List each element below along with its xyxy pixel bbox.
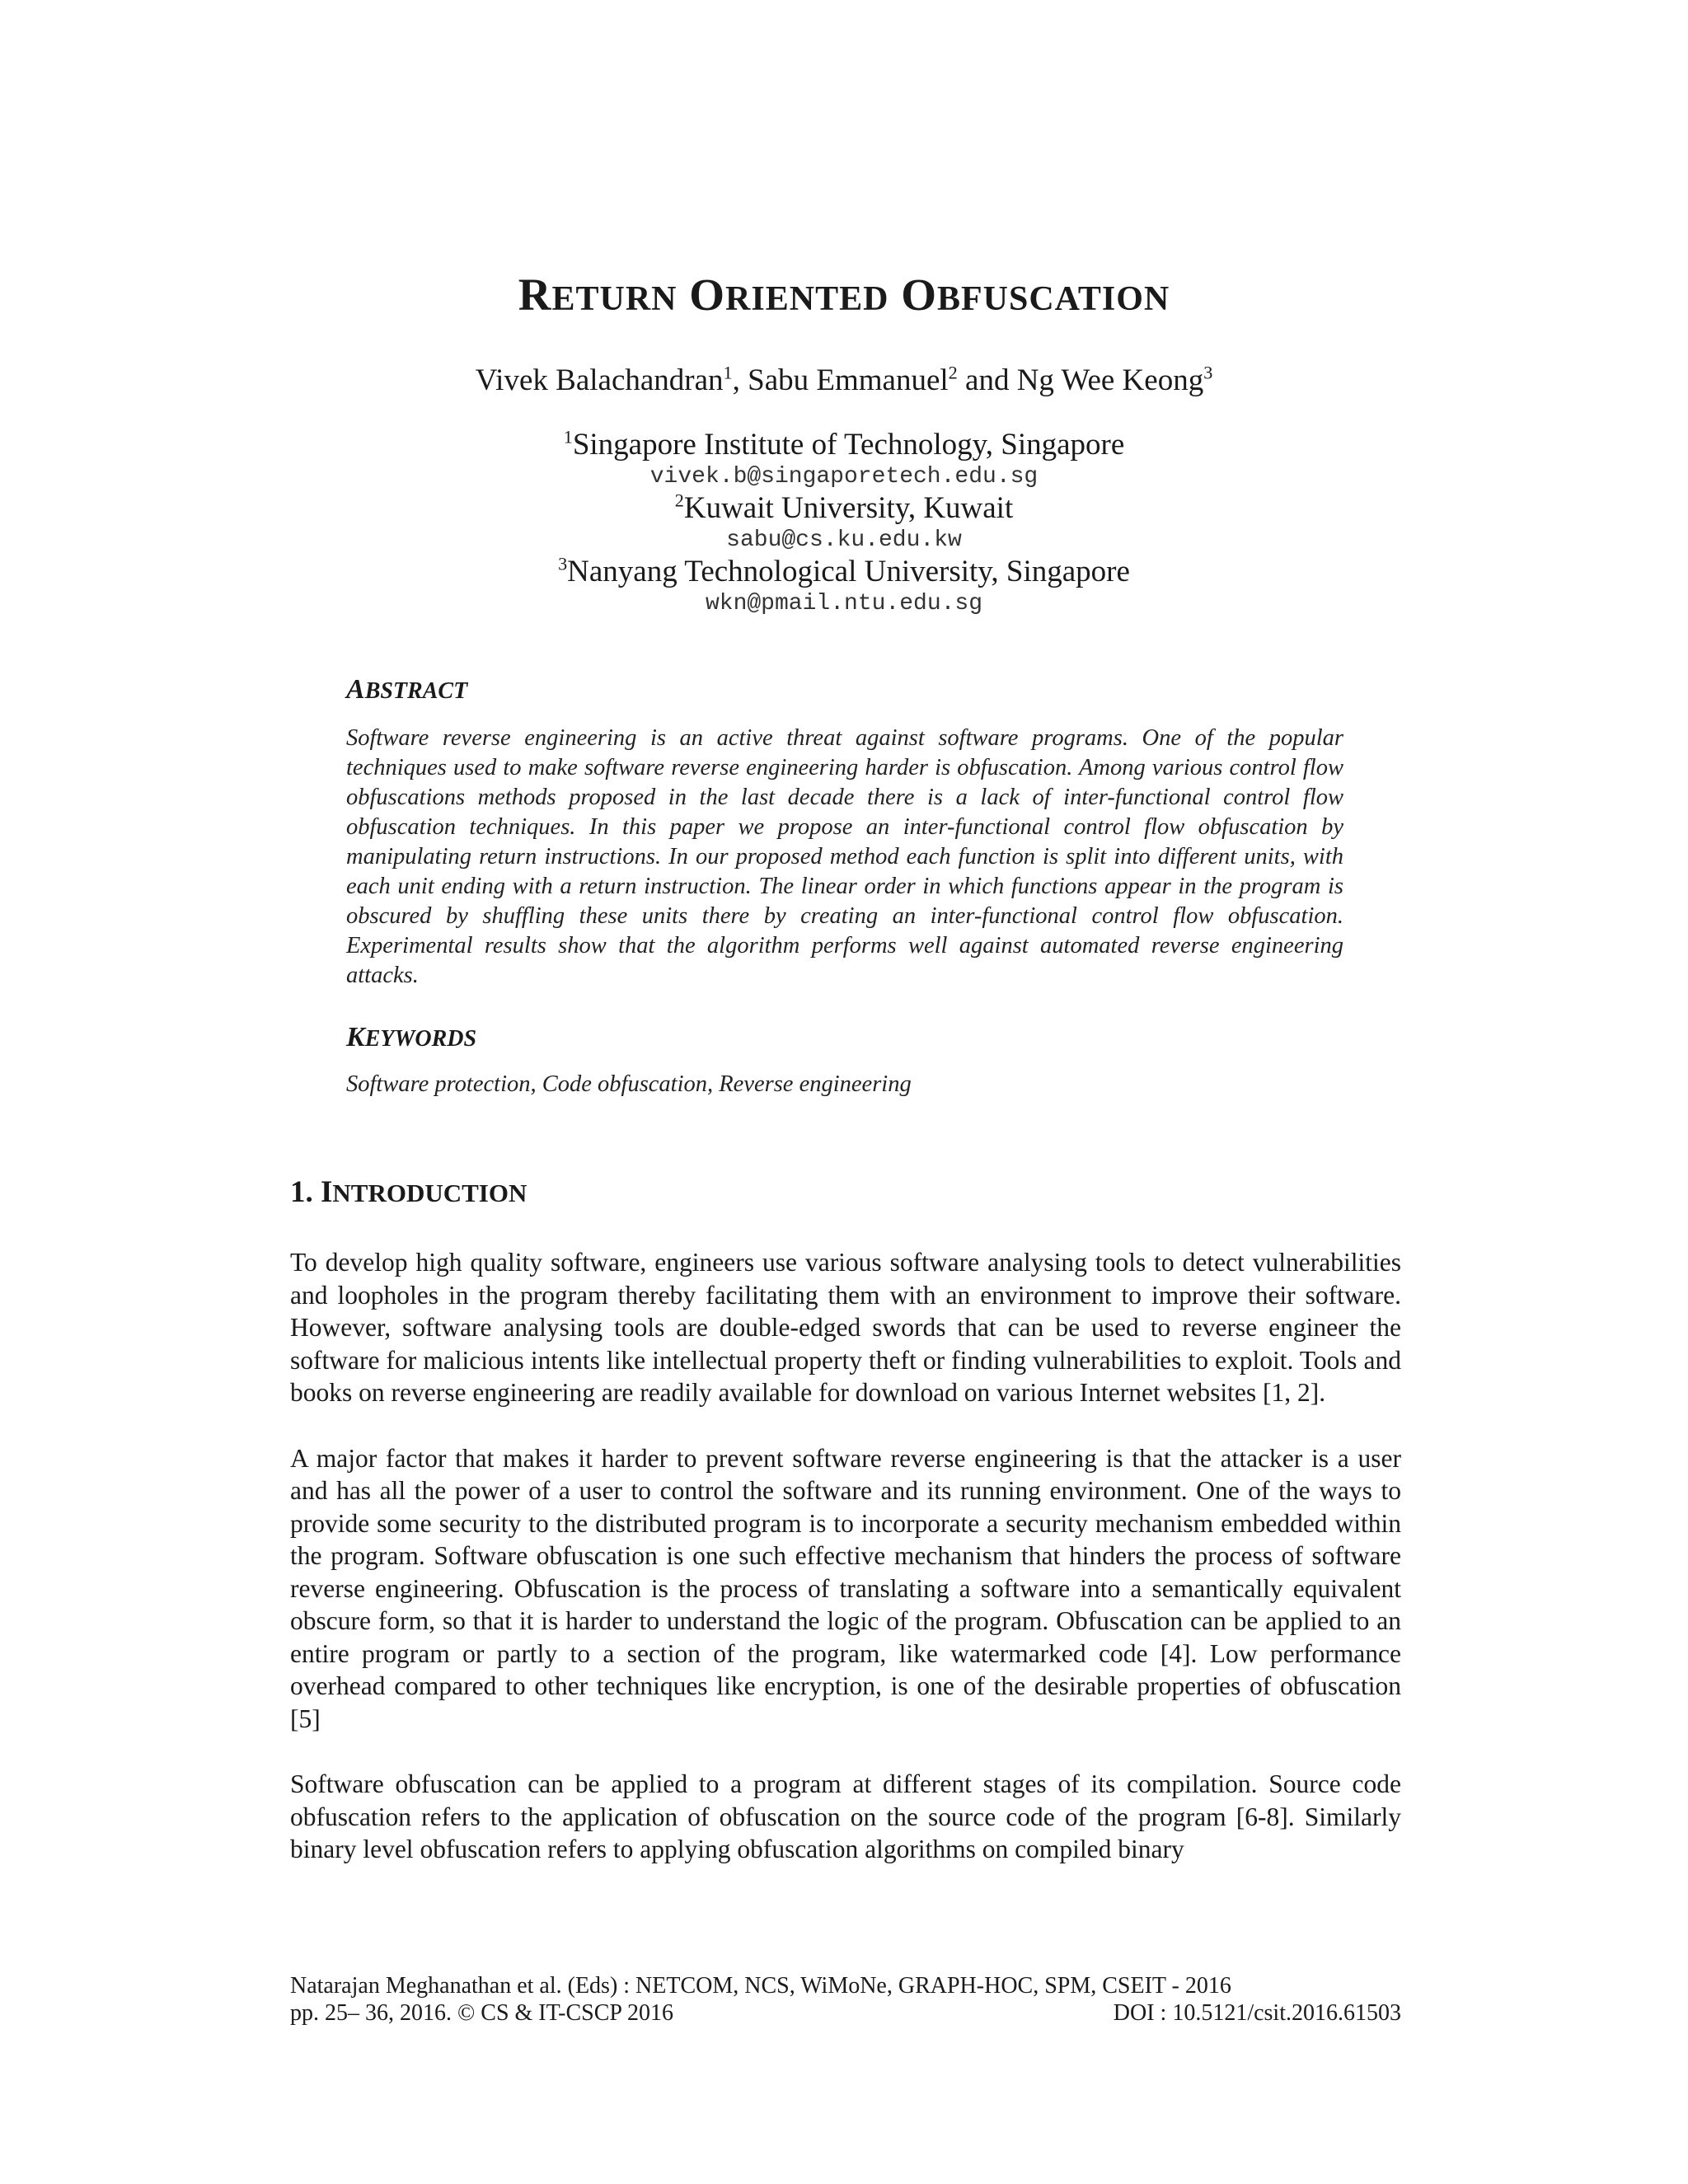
abstract-heading-rest: BSTRACT: [364, 678, 468, 704]
abstract-text: Software reverse engineering is an active threat against software programs. One of the popular techniques used to make software reverse engineering harder is obfuscation. Among various control flow obfuscations methods proposed in the last decade there is a lack of inter-functional control flow obfuscation techniques. In this paper we propose an inter-functional control flow obfuscation by manipulating return instructions. In our proposed method each function is split into different units, with each unit ending with a return instruction. The linear order in which functions appear in the program is obscured by shuffling these units there by creating an inter-functional control flow obfuscation. Experimental results show that the algorithm performs well against automated reverse engineering attacks.: [346, 725, 1343, 988]
author-separator: ,: [732, 363, 748, 397]
body-paragraph: To develop high quality software, engineers use various software analysing tools to detect vulnerabilities and loopholes in the program thereby facilitating them with an environment to improve their software. However, software analysing tools are double-edged swords that can be used to reverse engineer the software for malicious intents like intellectual property theft or finding vulnerabilities to exploit. Tools and books on reverse engineering are readily available for download on various Internet websites [1, 2].: [290, 1248, 1401, 1407]
affiliation-text: Nanyang Technological University, Singapore: [567, 555, 1130, 588]
title-word-3-rest: BFUSCATION: [936, 280, 1170, 318]
affiliation-block: [0, 426, 1688, 619]
keywords-section: [346, 1022, 1343, 1099]
title-word-3-cap: O: [901, 269, 937, 320]
affiliation-name: [0, 555, 1688, 588]
title-word-1-cap: R: [518, 269, 552, 320]
footer-pages-copyright: pp. 25– 36, 2016. © CS & IT-CSCP 2016: [290, 2000, 673, 2026]
introduction-heading: [290, 1174, 1401, 1210]
affiliation-text: Kuwait University, Kuwait: [683, 491, 1014, 525]
keywords-text: Software protection, Code obfuscation, Reverse engineering: [346, 1071, 912, 1097]
title-word-2-rest: RIENTED: [725, 280, 889, 318]
affiliation-name: [0, 492, 1688, 525]
introduction-heading-cap: I: [321, 1175, 333, 1209]
abstract-heading: [346, 674, 1343, 705]
author-email[interactable]: wkn@pmail.ntu.edu.sg: [705, 591, 983, 616]
author-name: Sabu Emmanuel: [748, 363, 949, 397]
author-separator: and: [957, 363, 1017, 397]
introduction-heading-rest: NTRODUCTION: [332, 1179, 528, 1207]
author-email[interactable]: sabu@cs.ku.edu.kw: [726, 527, 962, 553]
affiliation-mark: 1: [563, 426, 573, 448]
footer-row: [290, 1999, 1401, 2027]
abstract-section: [346, 674, 1343, 991]
body-paragraph: A major factor that makes it harder to prevent software reverse engineering is that the attacker is a user and has all the power of a user to control the software and its running environment. One of the ways to provide some security to the distributed program is to incorporate a security mechanism embedded within the program. Software obfuscation is one such effective mechanism that hinders the process of software reverse engineering. Obfuscation is the process of translating a software into a semantically equivalent obscure form, so that it is harder to understand the logic of the program. Obfuscation can be applied to an entire program or partly to a section of the program, like watermarked code [4]. Low performance overhead compared to other techniques like encryption, is one of the desirable properties of obfuscation [5]: [290, 1443, 1401, 1733]
affiliation-text: Singapore Institute of Technology, Singapore: [572, 428, 1125, 462]
footer-proceedings: Natarajan Meghanathan et al. (Eds) : NETCOM, NCS, WiMoNe, GRAPH-HOC, SPM, CSEIT - 2016: [290, 1973, 1231, 1999]
abstract-heading-cap: A: [346, 674, 365, 705]
keywords-heading: [346, 1022, 1343, 1053]
introduction-section: [290, 1174, 1401, 1866]
keywords-heading-rest: EYWORDS: [364, 1026, 477, 1052]
footer-doi[interactable]: DOI : 10.5121/csit.2016.61503: [1113, 2000, 1401, 2026]
section-number: 1.: [290, 1175, 321, 1209]
affiliation-mark: 3: [558, 553, 568, 574]
author-affil-mark: 3: [1203, 362, 1213, 383]
title-word-1-rest: ETURN: [551, 280, 678, 318]
author-affil-mark: 2: [948, 362, 958, 383]
paper-title: [0, 269, 1688, 320]
author-affil-mark: 1: [723, 362, 733, 383]
author-name: Ng Wee Keong: [1016, 363, 1204, 397]
title-word-2-cap: O: [689, 269, 726, 320]
author-email[interactable]: vivek.b@singaporetech.edu.sg: [649, 464, 1039, 490]
author-name: Vivek Balachandran: [475, 363, 724, 397]
body-paragraph: Software obfuscation can be applied to a program at different stages of its compilation. Source code obfuscation refers to the application of obfuscation on the source code of the program [6-8]. Similarly binary level obfuscation refers to applying obfuscation algorithms on compiled binary: [290, 1769, 1401, 1863]
affiliation-name: [0, 426, 1688, 462]
author-list: [0, 363, 1688, 399]
page-footer: [290, 1972, 1401, 2027]
affiliation-mark: 2: [674, 490, 684, 511]
keywords-heading-cap: K: [346, 1022, 365, 1052]
